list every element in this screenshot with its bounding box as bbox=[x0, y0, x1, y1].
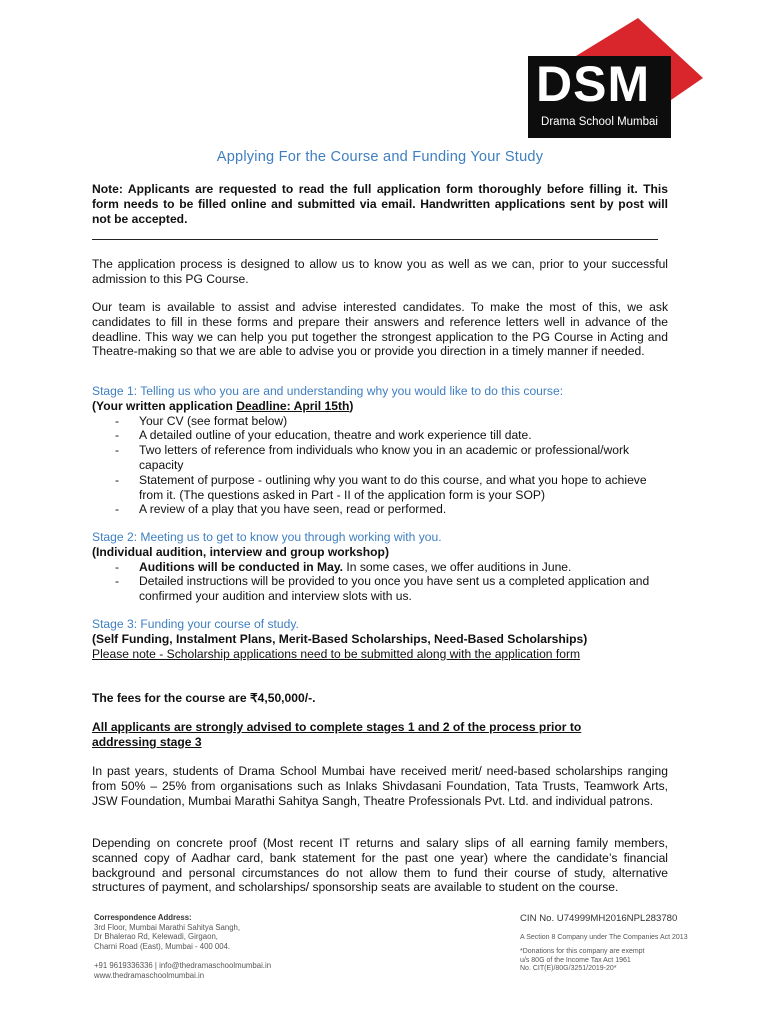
list-item bbox=[92, 574, 668, 604]
intro-paragraph: The application process is designed to allow us to know you as well as we can, prior to your successful admission to this PG Course. bbox=[92, 257, 668, 286]
advice-line: All applicants are strongly advised to complete stages 1 and 2 of the process prior to addressing stage 3 bbox=[92, 720, 582, 749]
donation-line: No. CIT(E)/80G/3251/2019-20* bbox=[520, 965, 617, 973]
donation-line: *Donations for this company are exempt bbox=[520, 948, 645, 956]
list-item-text: Your CV (see format below) bbox=[139, 413, 288, 428]
address-line: 3rd Floor, Mumbai Marathi Sahitya Sangh, bbox=[94, 922, 241, 932]
cin-number: CIN No. U74999MH2016NPL283780 bbox=[520, 913, 678, 924]
list-item-text: Detailed instructions will be provided to you once you have sent us a completed application and confirmed your audition and interview slots with us. bbox=[139, 574, 650, 604]
stage3-note: Please note - Scholarship applications need to be submitted along with the application form bbox=[92, 646, 581, 661]
dash-bullet-icon: - bbox=[115, 413, 120, 428]
list-item-text: In some cases, we offer auditions in June. bbox=[343, 559, 572, 574]
dash-bullet-icon: - bbox=[115, 574, 120, 589]
website-line: www.thedramaschoolmumbai.in bbox=[94, 970, 205, 980]
list-item-text: Statement of purpose - outlining why you want to do this course, and what you hope to achieve from it. (The questions asked in Part - II of the application form is your SOP) bbox=[139, 472, 647, 502]
address-line: Charni Road (East), Mumbai - 400 004. bbox=[94, 942, 231, 952]
stage3-subheading: (Self Funding, Instalment Plans, Merit-Based Scholarships, Need-Based Scholarships) bbox=[92, 631, 588, 646]
address-title: Correspondence Address: bbox=[94, 913, 192, 922]
dsm-logo bbox=[528, 18, 703, 128]
stage1-deadline: Deadline: April 15th bbox=[236, 398, 350, 413]
footer-address bbox=[94, 913, 354, 980]
stage1-heading: Stage 1: Telling us who you are and understanding why you would like to do this course: bbox=[92, 384, 564, 398]
stage2-section bbox=[92, 530, 668, 604]
stage2-heading: Stage 2: Meeting us to get to know you through working with you. bbox=[92, 530, 442, 544]
divider-line bbox=[92, 239, 658, 240]
stage2-list bbox=[92, 560, 668, 604]
application-note: Note: Applicants are requested to read the full application form thoroughly before filling it. This form needs to be filled online and submitted via email. Handwritten applications sent by post will not be accepted. bbox=[92, 182, 668, 226]
address-line: Dr Bhalerao Rd, Kelewadi, Girgaon, bbox=[94, 932, 218, 942]
proof-paragraph: Depending on concrete proof (Most recent IT returns and salary slips of all earning family members, scanned copy of Aadhar card, bank statement for the past one year) where the candidate’s financial background and personal circumstances do not allow them to fund their course of study, alternative structures of payment, and scholarships/ sponsorship seats are available to student on the course. bbox=[92, 836, 668, 895]
page-title: Applying For the Course and Funding Your Study bbox=[216, 149, 544, 165]
stage1-sub-prefix: (Your written application bbox=[92, 398, 237, 413]
logo-subtitle: Drama School Mumbai bbox=[541, 116, 658, 128]
logo-mark: DSM bbox=[536, 56, 651, 112]
footer-company-info bbox=[520, 913, 705, 974]
list-item bbox=[92, 428, 668, 443]
list-item-text: A detailed outline of your education, theatre and work experience till date. bbox=[139, 428, 532, 443]
list-item bbox=[92, 443, 668, 473]
list-item bbox=[92, 473, 668, 503]
list-item bbox=[92, 502, 668, 517]
past-scholarships-paragraph: In past years, students of Drama School Mumbai have received merit/ need-based scholarships ranging from 50% – 25% from organisations such as Inlaks Shivdasani Foundation, Tata Trusts, Teamwork Arts, JSW Foundation, Mumbai Marathi Sahitya Sangh, Theatre Professionals Pvt. Ltd. and individual patrons. bbox=[92, 764, 668, 808]
stage1-sub-suffix: ) bbox=[349, 398, 354, 413]
dash-bullet-icon: - bbox=[115, 443, 120, 458]
stage1-section bbox=[92, 384, 668, 517]
section8-line: A Section 8 Company under The Companies Act 2013 bbox=[520, 934, 688, 941]
team-paragraph: Our team is available to assist and advise interested candidates. To make the most of this, we ask candidates to fill in these forms and prepare their answers and reference letters well in advance of the deadline. This way we can help you put together the strongest application to the PG Course in Acting and Theatre-making so that we are able to advise you or provide you direction in a timely manner if needed. bbox=[92, 300, 668, 359]
dash-bullet-icon: - bbox=[115, 502, 120, 517]
list-item-bold-text: Auditions will be conducted in May. bbox=[139, 559, 344, 574]
list-item-text: A review of a play that you have seen, read or performed. bbox=[139, 502, 447, 517]
stage2-subheading: (Individual audition, interview and group workshop) bbox=[92, 544, 389, 559]
donation-line: u/s 80G of the Income Tax Act 1961 bbox=[520, 956, 631, 964]
stage1-list bbox=[92, 414, 668, 518]
stage3-section bbox=[92, 617, 668, 661]
contact-line: +91 9619336336 | info@thedramaschoolmumbai.in bbox=[94, 960, 272, 970]
dash-bullet-icon: - bbox=[115, 559, 120, 574]
list-item bbox=[92, 560, 668, 575]
dash-bullet-icon: - bbox=[115, 472, 120, 487]
dash-bullet-icon: - bbox=[115, 428, 120, 443]
list-item bbox=[92, 414, 668, 429]
list-item-text: Two letters of reference from individuals who know you in an academic or professional/work capacity bbox=[139, 443, 630, 472]
stage1-subheading bbox=[92, 399, 668, 414]
stage3-heading: Stage 3: Funding your course of study. bbox=[92, 617, 299, 631]
fees-line: The fees for the course are ₹4,50,000/-. bbox=[92, 691, 316, 705]
